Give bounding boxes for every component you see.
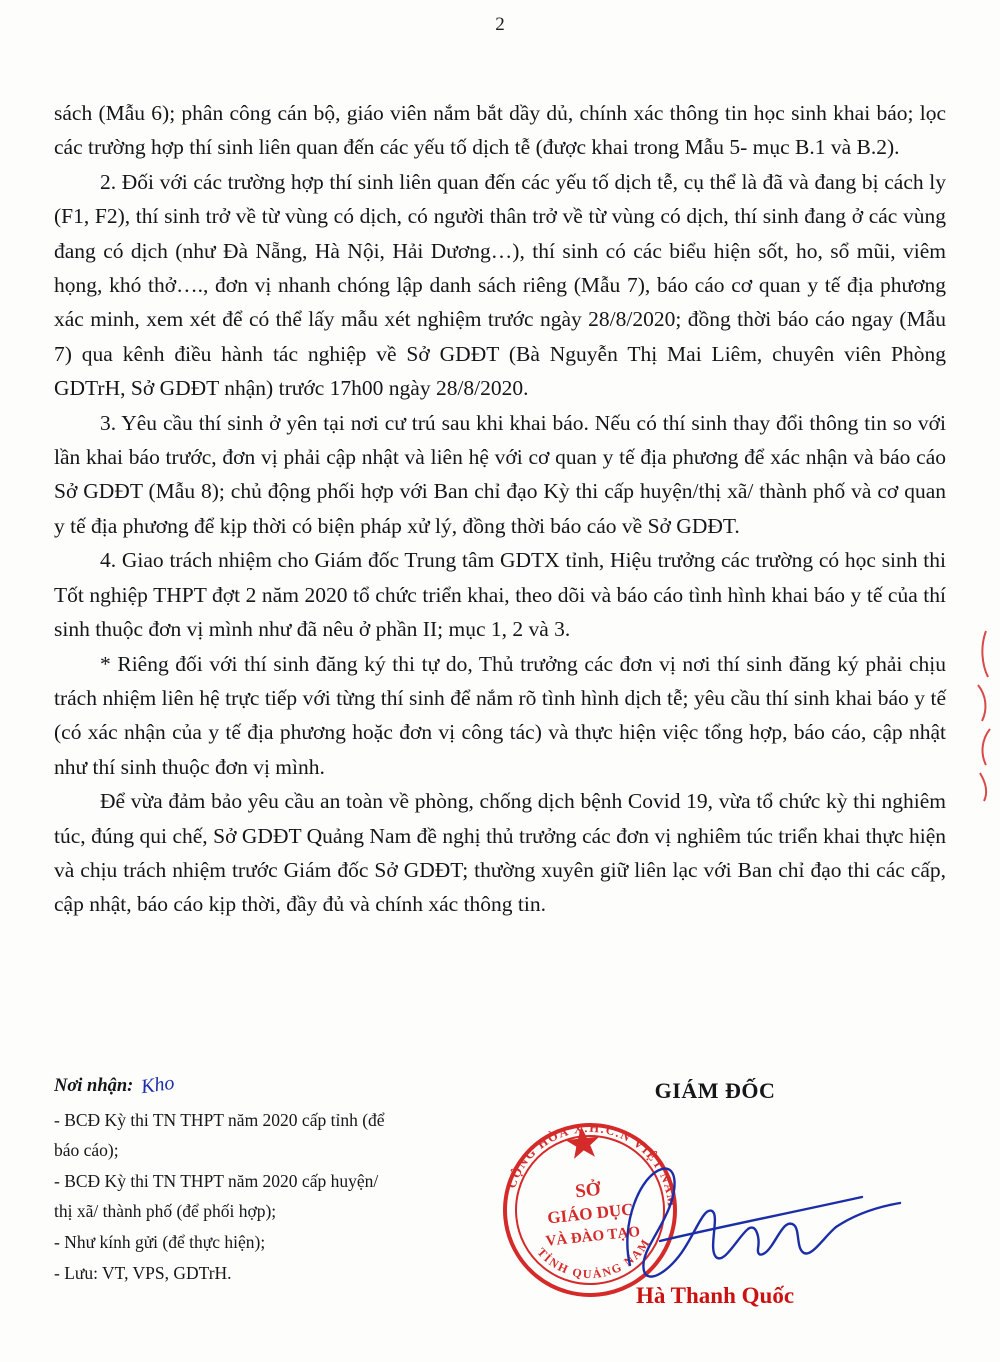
handwritten-note: Kho (139, 1071, 177, 1099)
paragraph-6: Để vừa đảm bảo yêu cầu an toàn về phòng, chống dịch bệnh Covid 19, vừa tổ chức kỳ thi nghiêm túc, đúng qui chế, Sở GDĐT Quảng Nam đề nghị thủ trưởng các đơn vị nghiêm túc triển khai thực hiện và chịu trách nhiệm trước Giám đốc Sở GDĐT; thường xuyên giữ liên lạc với Ban chỉ đạo thi các cấp, cập nhật, báo cáo kịp thời, đầy đủ và chính xác thông tin. (54, 789, 946, 917)
signature-title: GIÁM ĐỐC (654, 1078, 776, 1103)
page-number: 2 (495, 14, 505, 35)
document-body (54, 96, 946, 922)
list-item: - BCĐ Kỳ thi TN THPT năm 2020 cấp tỉnh (để báo cáo); (54, 1110, 385, 1160)
svg-text:SỞ: SỞ (574, 1178, 602, 1203)
list-item: - Như kính gửi (để thực hiện); (54, 1232, 266, 1252)
svg-text:TỈNH QUẢNG NAM: TỈNH QUẢNG NAM (534, 1235, 654, 1282)
svg-text:VÀ ĐÀO TẠO: VÀ ĐÀO TẠO (544, 1223, 641, 1250)
recipients-list (54, 1105, 394, 1288)
paragraph-1: sách (Mẫu 6); phân công cán bộ, giáo viên nắm bắt dầy dủ, chính xác thông tin học sinh khai báo; lọc các trường hợp thí sinh liên quan đến các yếu tố dịch tễ (được khai trong Mẫu 5- mục B.1 và B.2). (54, 101, 946, 160)
paragraph-2: 2. Đối với các trường hợp thí sinh liên quan đến các yếu tố dịch tễ, cụ thể là đã và đang bị cách ly (F1, F2), thí sinh trở về từ vùng có dịch, có người thân trở về từ vùng có dịch, thí sinh đang ở các vùng đang có dịch (như Đà Nẵng, Hà Nội, Hải Dương…), thí sinh có các biểu hiện sốt, ho, sổ mũi, viêm họng, khó thở…., đơn vị nhanh chóng lập danh sách riêng (Mẫu 7), báo cáo cơ quan y tế địa phương xác minh, xem xét để có thể lấy mẫu xét nghiệm trước ngày 28/8/2020; đồng thời báo cáo ngay (Mẫu 7) qua kênh điều hành tác nghiệp về Sở GDĐT (Bà Nguyễn Thị Mai Liêm, chuyên viên Phòng GDTrH, Sở GDĐT nhận) trước 17h00 ngày 28/8/2020. (54, 169, 946, 401)
official-seal-stamp (490, 1110, 690, 1310)
document-footer (0, 1070, 1000, 1360)
paragraph-5: * Riêng đối với thí sinh đăng ký thi tự do, Thủ trưởng các đơn vị nơi thí sinh đăng ký phải chịu trách nhiệm liên hệ trực tiếp với từng thí sinh để nắm rõ tình hình dịch tễ; yêu cầu thí sinh khai báo y tế (có xác nhận của y tế địa phương hoặc đơn vị công tác) và thực hiện việc tổng hợp, báo cáo, cập nhật như thí sinh thuộc đơn vị mình. (54, 651, 946, 779)
signer-name: Hà Thanh Quốc (635, 1283, 795, 1308)
list-item: - BCĐ Kỳ thi TN THPT năm 2020 cấp huyện/ thị xã/ thành phố (để phối hợp); (54, 1171, 379, 1221)
page-edge-marks (972, 625, 998, 805)
paragraph-3: 3. Yêu cầu thí sinh ở yên tại nơi cư trú sau khi khai báo. Nếu có thí sinh thay đổi thông tin so với lần khai báo trước, đơn vị phải cập nhật và liên hệ với cơ quan y tế địa phương để xác nhận và báo cáo Sở GDĐT (Mẫu 8); chủ động phối hợp với Ban chỉ đạo Kỳ thi cấp huyện/thị xã/ thành phố và cơ quan y tế địa phương để kịp thời có biện pháp xử lý, đồng thời báo cáo về Sở GDĐT. (54, 410, 946, 538)
list-item: - Lưu: VT, VPS, GDTrH. (54, 1263, 232, 1283)
recipients-block (54, 1070, 394, 1289)
svg-text:CỘNG HÒA X.H.C.N VIỆT NAM: CỘNG HÒA X.H.C.N VIỆT NAM (504, 1120, 680, 1209)
recipients-title: Nơi nhận: (54, 1076, 134, 1096)
paragraph-4: 4. Giao trách nhiệm cho Giám đốc Trung tâm GDTX tỉnh, Hiệu trưởng các trường có học sinh thi Tốt nghiệp THPT đợt 2 năm 2020 tổ chức triển khai, theo dõi và báo cáo tình hình khai báo y tế của thí sinh thuộc đơn vị mình như đã nêu ở phần II; mục 1, 2 và 3. (54, 548, 946, 642)
svg-text:GIÁO DỤC: GIÁO DỤC (546, 1199, 635, 1228)
